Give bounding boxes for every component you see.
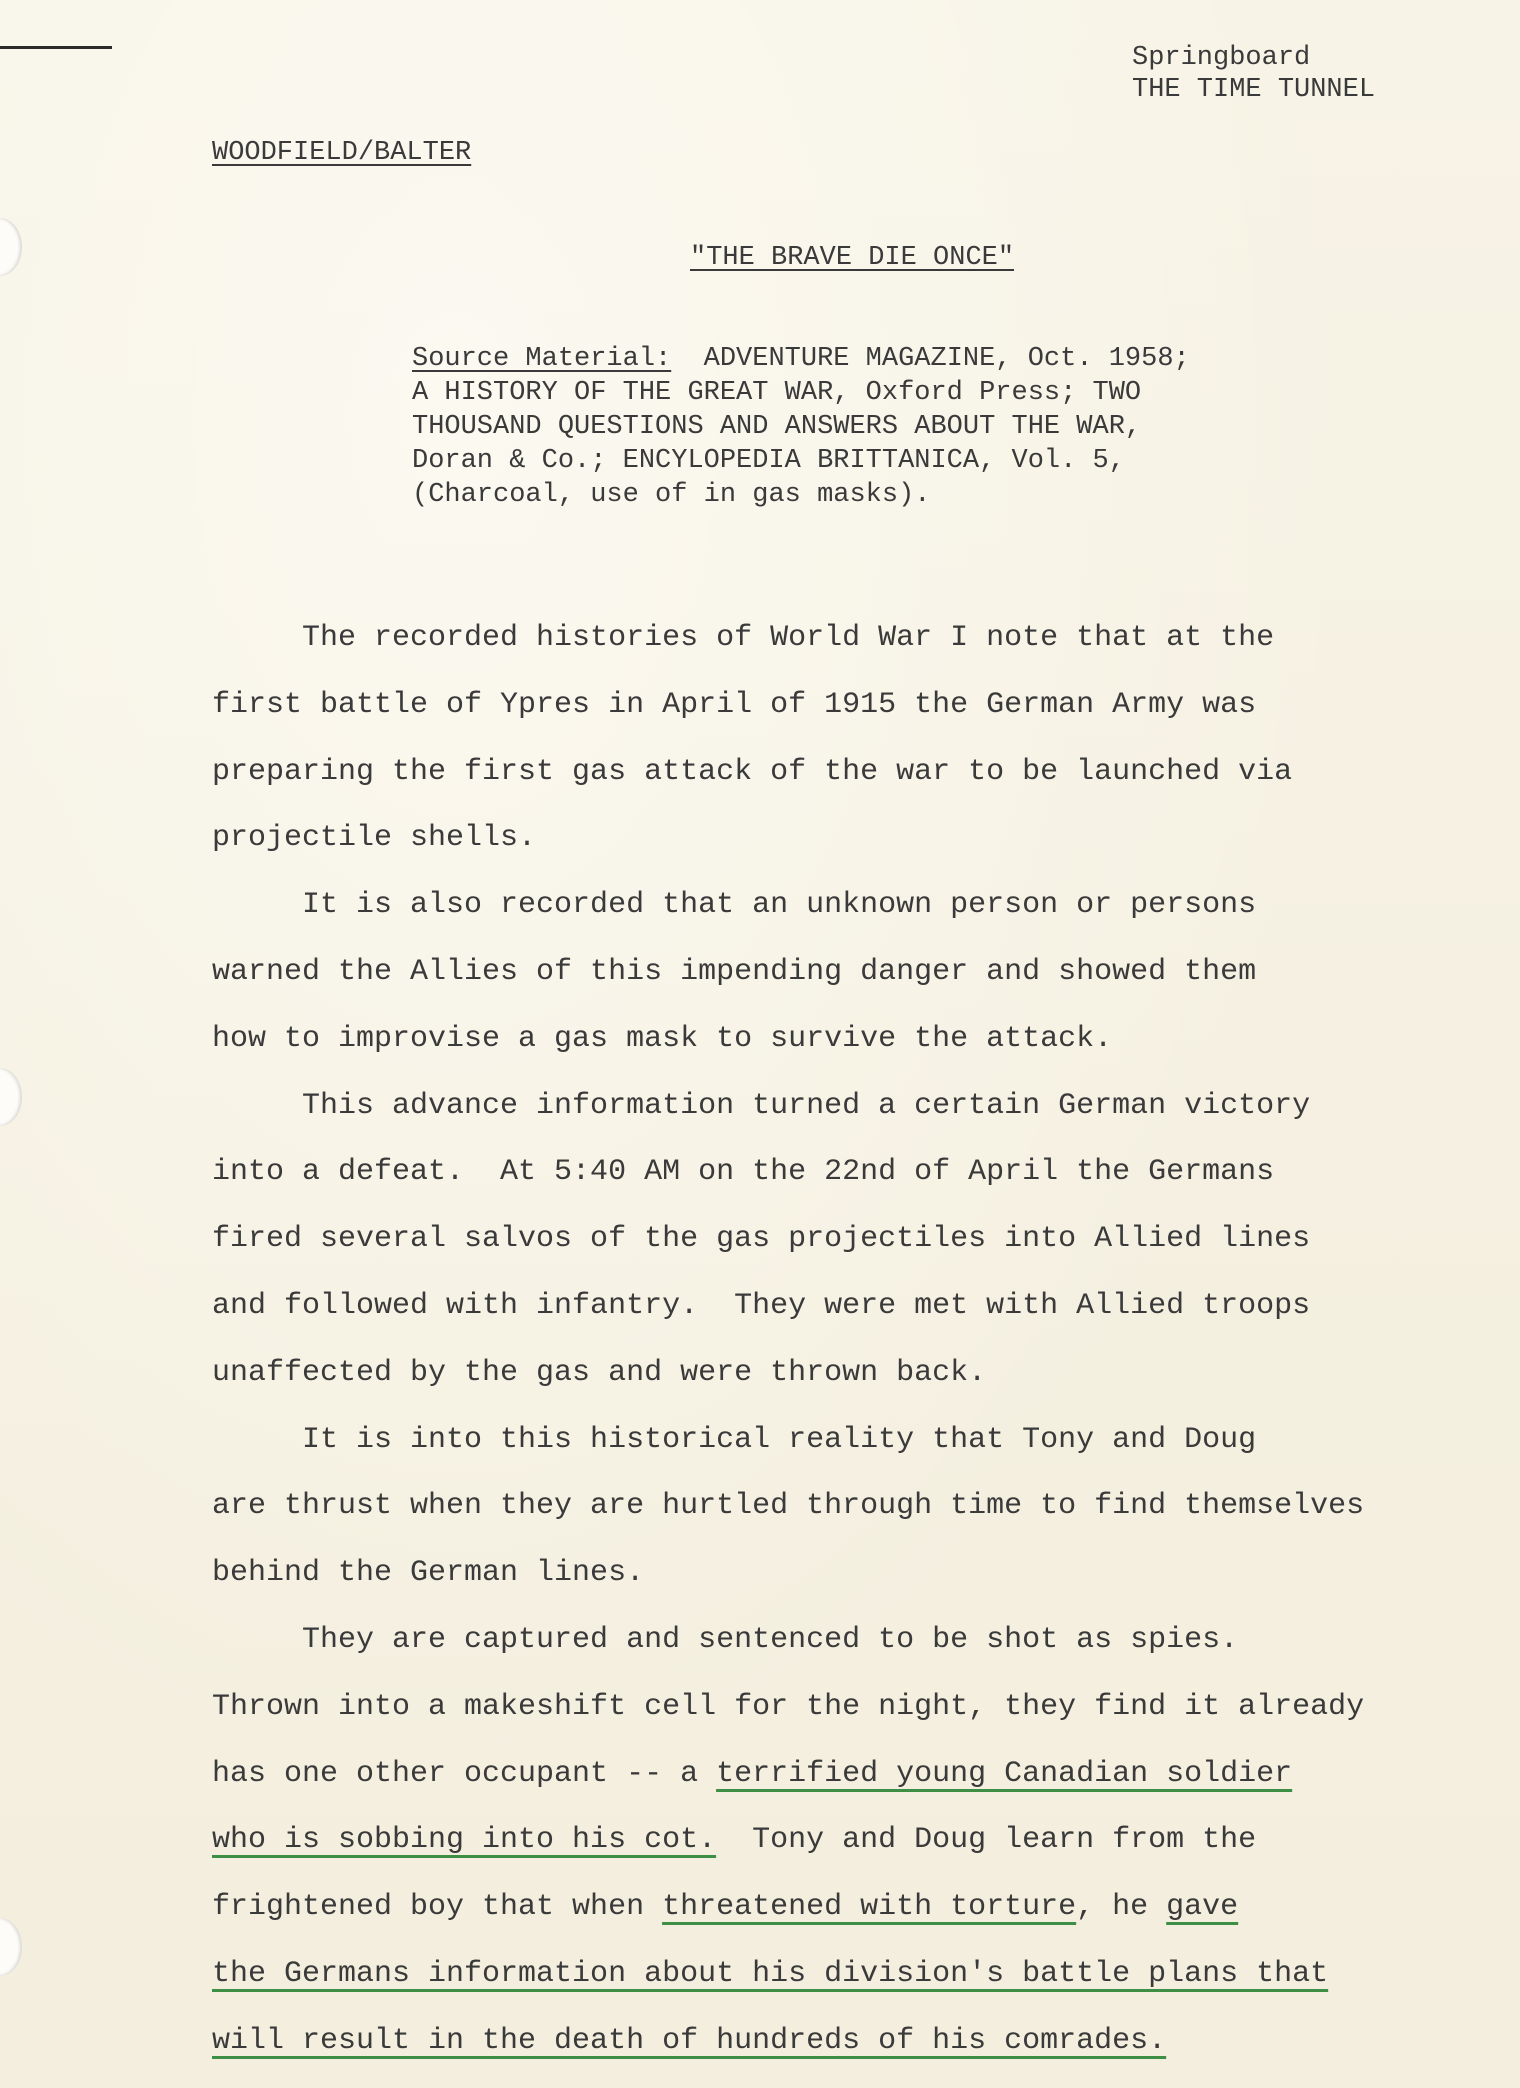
body-line: are thrust when they are hurtled through time to find themselves bbox=[212, 1489, 1365, 1524]
punch-hole bbox=[0, 1918, 22, 1976]
body-line: into a defeat. At 5:40 AM on the 22nd of April the Germans bbox=[212, 1155, 1275, 1190]
body-line: who is sobbing into his cot. Tony and Doug learn from the bbox=[212, 1823, 1257, 1858]
body-line: warned the Allies of this impending danger and showed them bbox=[212, 954, 1257, 989]
punch-hole bbox=[0, 218, 22, 276]
source-label: Source Material: bbox=[412, 344, 672, 374]
body-line: It is also recorded that an unknown person or persons bbox=[212, 888, 1257, 923]
body-text bbox=[212, 605, 1364, 2075]
underlined-phrase: gave bbox=[1166, 1890, 1239, 1925]
body-line: Thrown into a makeshift cell for the night, they find it already bbox=[212, 1689, 1365, 1724]
header-block bbox=[1132, 42, 1375, 106]
body-line: It is into this historical reality that Tony and Doug bbox=[212, 1422, 1257, 1457]
underlined-phrase: will result in the death of hundreds of his comrades. bbox=[212, 2023, 1167, 2058]
body-line: behind the German lines. bbox=[212, 1556, 645, 1591]
body-line: has one other occupant -- a terrified young Canadian soldier bbox=[212, 1756, 1293, 1791]
body-line: fired several salvos of the gas projectiles into Allied lines bbox=[212, 1222, 1311, 1257]
authors: WOODFIELD/BALTER bbox=[212, 138, 472, 168]
body-line: preparing the first gas attack of the war to be launched via bbox=[212, 754, 1293, 789]
source-material bbox=[412, 342, 1190, 512]
body-line: The recorded histories of World War I note that at the bbox=[212, 621, 1275, 655]
underlined-phrase: who is sobbing into his cot. bbox=[212, 1823, 717, 1858]
episode-title bbox=[690, 243, 1014, 273]
header-series: THE TIME TUNNEL bbox=[1132, 75, 1376, 105]
body-line: This advance information turned a certain German victory bbox=[212, 1088, 1311, 1123]
margin-mark bbox=[0, 46, 112, 49]
body-line: and followed with infantry. They were met with Allied troops bbox=[212, 1288, 1311, 1323]
body-line: projectile shells. bbox=[212, 821, 537, 856]
source-line: THOUSAND QUESTIONS AND ANSWERS ABOUT THE WAR, bbox=[412, 412, 1142, 442]
source-line: Doran & Co.; ENCYLOPEDIA BRITTANICA, Vol. 5, bbox=[412, 446, 1125, 476]
source-line: (Charcoal, use of in gas masks). bbox=[412, 480, 931, 510]
body-line: first battle of Ypres in April of 1915 the German Army was bbox=[212, 687, 1257, 722]
episode-title-text: "THE BRAVE DIE ONCE" bbox=[690, 243, 1015, 273]
underlined-phrase: threatened with torture bbox=[662, 1890, 1077, 1925]
punch-hole bbox=[0, 1068, 22, 1126]
header-springboard: Springboard bbox=[1132, 43, 1311, 73]
underlined-phrase: the Germans information about his division's battle plans that bbox=[212, 1956, 1329, 1991]
body-line: They are captured and sentenced to be shot as spies. bbox=[212, 1622, 1239, 1657]
source-line: ADVENTURE MAGAZINE, Oct. 1958; bbox=[703, 344, 1190, 374]
source-line: A HISTORY OF THE GREAT WAR, Oxford Press; TWO bbox=[412, 378, 1142, 408]
body-line: unaffected by the gas and were thrown back. bbox=[212, 1355, 987, 1390]
body-line: how to improvise a gas mask to survive the attack. bbox=[212, 1021, 1113, 1056]
body-line: frightened boy that when threatened with torture, he gave bbox=[212, 1890, 1239, 1925]
underlined-phrase: terrified young Canadian soldier bbox=[716, 1756, 1293, 1791]
